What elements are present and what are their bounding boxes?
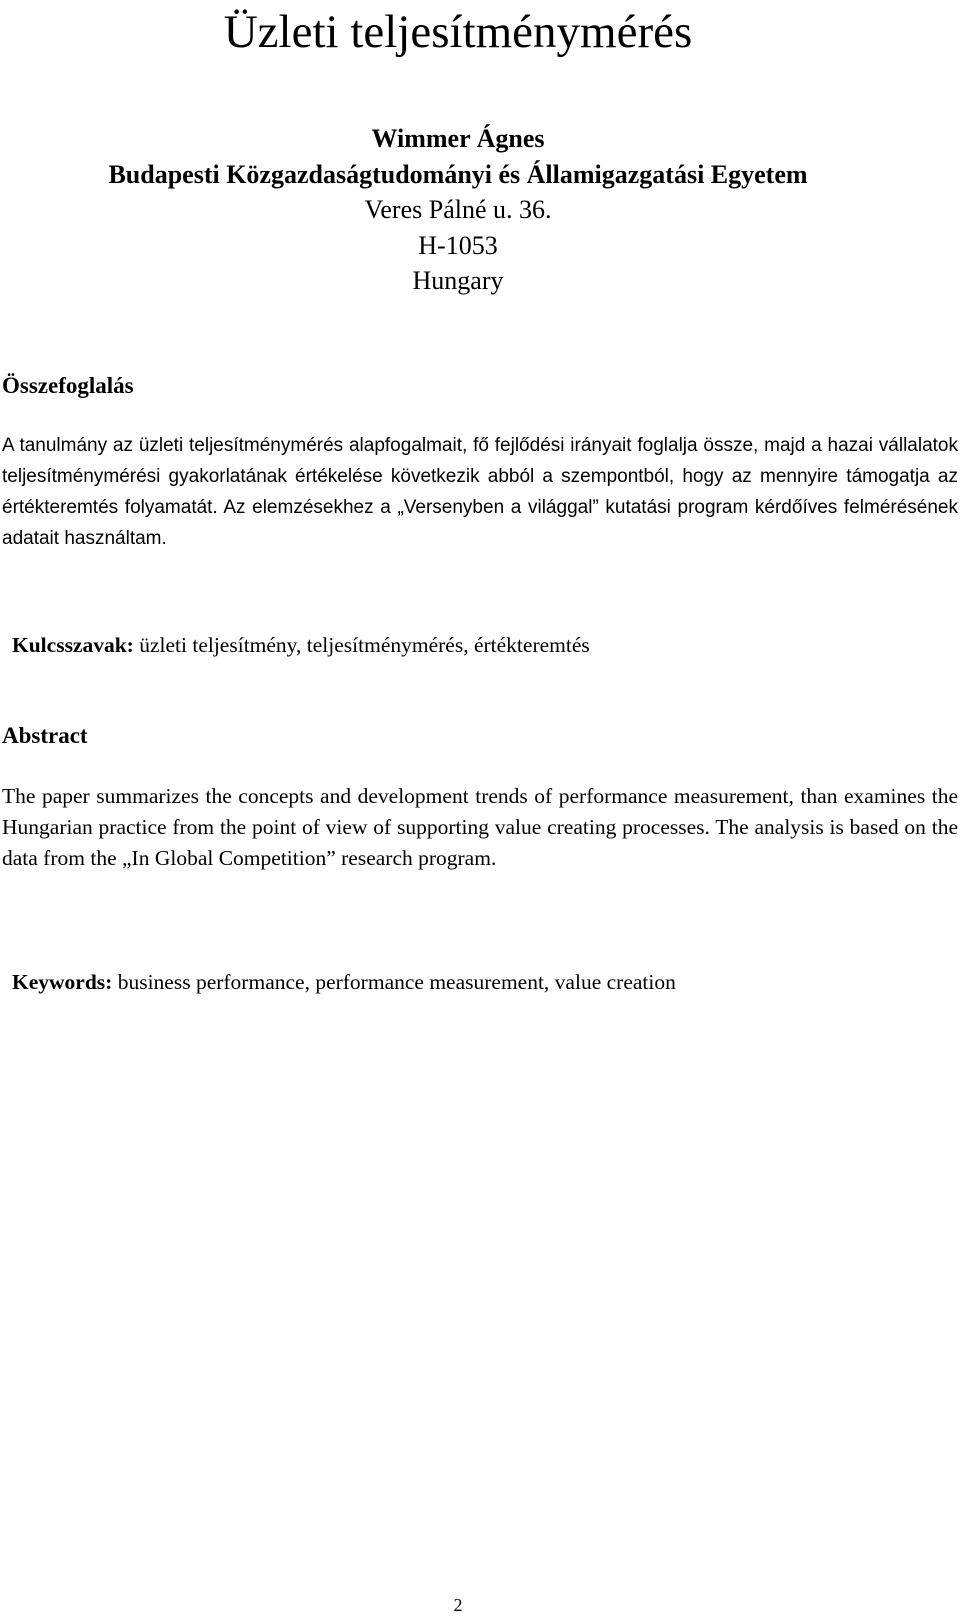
page-number: 2 xyxy=(453,1595,463,1615)
author-street: Veres Pálné u. 36. xyxy=(364,195,552,224)
paper-title: Üzleti teljesítménymérés xyxy=(223,6,693,58)
author-name: Wimmer Ágnes xyxy=(371,124,545,153)
abstract-heading-en: Abstract xyxy=(2,723,88,748)
keywords-hu xyxy=(12,630,590,660)
author-postcode: H-1053 xyxy=(418,230,498,260)
keywords-label-hu: Kulcsszavak: xyxy=(12,633,134,657)
author-block xyxy=(0,121,916,299)
author-institution: Budapesti Közgazdaságtudományi és Államigazgatási Egyetem xyxy=(108,159,808,189)
keywords-value-hu: üzleti teljesítmény, teljesítménymérés, értékteremtés xyxy=(139,633,590,657)
keywords-label-en: Keywords: xyxy=(12,970,113,994)
keywords-en xyxy=(12,967,676,997)
keywords-value-en: business performance, performance measurement, value creation xyxy=(117,970,676,994)
author-country: Hungary xyxy=(412,266,504,295)
abstract-text-en: The paper summarizes the concepts and development trends of performance measurement, than examines the Hungarian practice from the point of view of supporting value creating processes. The analysis is based on the data from the „In Global Competition” research program. xyxy=(2,784,958,870)
summary-heading-hu: Összefoglalás xyxy=(2,373,134,398)
summary-text-hu: A tanulmány az üzleti teljesítménymérés alapfogalmait, fő fejlődési irányait foglalja össze, majd a hazai vállalatok teljesítménymérési gyakorlatának értékelése következik abból a szempontból, hogy az mennyire támogatja az értékteremtés folyamatát. Az elemzésekhez a „Versenyben a világgal” kutatási program kérdőíves felmérésének adatait használtam. xyxy=(2,435,958,549)
